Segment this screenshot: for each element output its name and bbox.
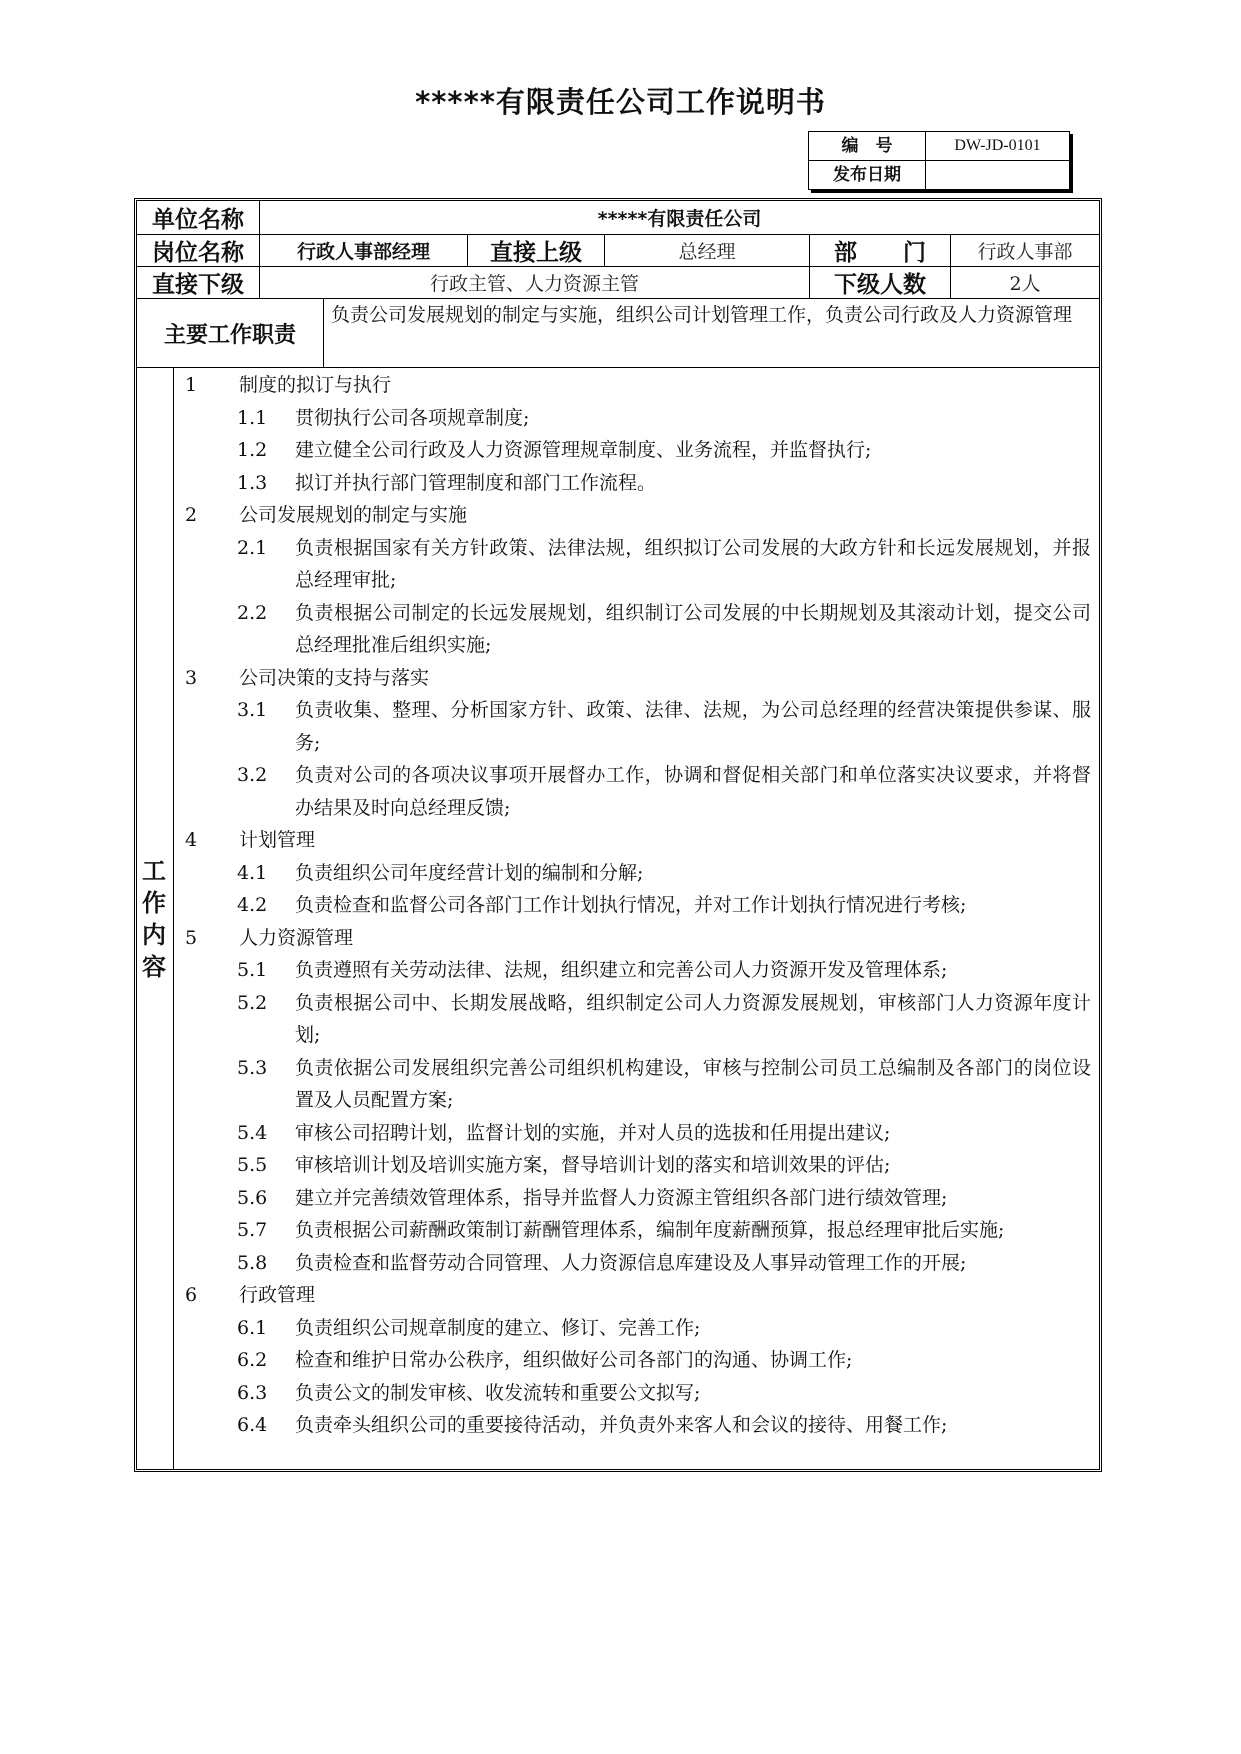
content-label-char: 容 bbox=[142, 953, 166, 981]
date-value bbox=[926, 161, 1069, 189]
content-label-char: 内 bbox=[142, 921, 166, 949]
item-text: 贯彻执行公司各项规章制度; bbox=[295, 406, 530, 429]
list-item bbox=[177, 434, 1091, 467]
item-text: 审核公司招聘计划，监督计划的实施，并对人员的选拔和任用提出建议; bbox=[295, 1121, 891, 1144]
section-number: 5 bbox=[185, 926, 198, 949]
item-number: 6.3 bbox=[237, 1381, 268, 1404]
list-item bbox=[177, 467, 1091, 500]
list-item bbox=[177, 1149, 1091, 1182]
item-text: 负责收集、整理、分析国家方针、政策、法律、法规，为公司总经理的经营决策提供参谋、服务; bbox=[295, 699, 1091, 754]
item-number: 6.4 bbox=[237, 1414, 268, 1436]
content-label-char: 工 bbox=[142, 857, 166, 885]
section-number: 4 bbox=[185, 829, 198, 851]
list-item bbox=[177, 1182, 1091, 1215]
item-number: 5.2 bbox=[237, 991, 268, 1014]
section-title: 人力资源管理 bbox=[239, 926, 354, 949]
section-number: 3 bbox=[185, 666, 198, 689]
code-row bbox=[809, 132, 1069, 161]
unit-value: *****有限责任公司 bbox=[597, 208, 762, 230]
section-number: 1 bbox=[185, 374, 198, 396]
item-text: 负责根据公司制定的长远发展规划，组织制订公司发展的中长期规划及其滚动计划，提交公司总经理批准后组织实施; bbox=[295, 601, 1091, 656]
section-title: 计划管理 bbox=[239, 829, 316, 851]
list-item bbox=[177, 759, 1091, 824]
list-item bbox=[177, 1117, 1091, 1150]
item-number: 5.4 bbox=[237, 1121, 268, 1144]
date-row bbox=[809, 161, 1069, 189]
item-text: 审核培训计划及培训实施方案，督导培训计划的落实和培训效果的评估; bbox=[295, 1154, 891, 1176]
list-item bbox=[177, 889, 1091, 922]
item-number: 1.1 bbox=[237, 406, 268, 429]
item-number: 4.2 bbox=[237, 894, 268, 916]
list-item bbox=[177, 532, 1091, 597]
section-heading bbox=[177, 824, 1091, 857]
job-description-form bbox=[134, 198, 1102, 1472]
superior-label: 直接上级 bbox=[490, 240, 582, 266]
section-heading bbox=[177, 1279, 1091, 1312]
item-text: 负责组织公司年度经营计划的编制和分解; bbox=[295, 861, 644, 884]
item-text: 建立健全公司行政及人力资源管理规章制度、业务流程，并监督执行; bbox=[295, 439, 872, 461]
sub-count-value: 2人 bbox=[1009, 273, 1041, 295]
section-title: 公司决策的支持与落实 bbox=[239, 666, 430, 689]
section-number: 6 bbox=[185, 1284, 198, 1306]
item-text: 负责根据国家有关方针政策、法律法规，组织拟订公司发展的大政方针和长远发展规划，并报总经理审批; bbox=[295, 536, 1091, 591]
item-text: 负责遵照有关劳动法律、法规，组织建立和完善公司人力资源开发及管理体系; bbox=[295, 959, 948, 981]
item-number: 5.5 bbox=[237, 1154, 268, 1176]
item-number: 4.1 bbox=[237, 861, 268, 884]
content-label-char: 作 bbox=[142, 889, 166, 917]
list-item bbox=[177, 857, 1091, 890]
section-heading bbox=[177, 922, 1091, 955]
unit-label: 单位名称 bbox=[152, 207, 244, 233]
sub-count-label: 下级人数 bbox=[834, 272, 926, 298]
list-item bbox=[177, 1344, 1091, 1377]
section-heading bbox=[177, 369, 1091, 402]
item-number: 2.1 bbox=[237, 536, 268, 559]
item-number: 5.8 bbox=[237, 1251, 268, 1274]
item-number: 5.7 bbox=[237, 1219, 268, 1241]
code-date-box bbox=[808, 131, 1070, 190]
list-item bbox=[177, 1409, 1091, 1442]
item-number: 1.2 bbox=[237, 439, 268, 461]
section-number: 2 bbox=[185, 504, 198, 526]
code-value: DW-JD-0101 bbox=[954, 137, 1041, 154]
list-item bbox=[177, 1377, 1091, 1410]
item-number: 6.2 bbox=[237, 1349, 268, 1371]
document-title: *****有限责任公司工作说明书 bbox=[415, 85, 826, 119]
item-text: 负责检查和监督公司各部门工作计划执行情况，并对工作计划执行情况进行考核; bbox=[295, 894, 967, 916]
section-title: 行政管理 bbox=[239, 1284, 316, 1306]
item-text: 负责对公司的各项决议事项开展督办工作，协调和督促相关部门和单位落实决议要求，并将督办结果及时向总经理反馈; bbox=[295, 764, 1091, 819]
list-item bbox=[177, 1247, 1091, 1280]
duty-label: 主要工作职责 bbox=[163, 322, 296, 348]
item-text: 负责检查和监督劳动合同管理、人力资源信息库建设及人事异动管理工作的开展; bbox=[295, 1251, 967, 1274]
position-label: 岗位名称 bbox=[152, 240, 244, 266]
content-label bbox=[137, 369, 171, 1469]
section-heading bbox=[177, 662, 1091, 695]
item-number: 1.3 bbox=[237, 471, 268, 494]
section-title: 制度的拟订与执行 bbox=[239, 374, 392, 396]
item-text: 负责组织公司规章制度的建立、修订、完善工作; bbox=[295, 1316, 701, 1339]
subordinate-value: 行政主管、人力资源主管 bbox=[429, 273, 639, 295]
item-text: 检查和维护日常办公秩序，组织做好公司各部门的沟通、协调工作; bbox=[295, 1349, 853, 1371]
list-item bbox=[177, 1052, 1091, 1117]
list-item bbox=[177, 402, 1091, 435]
dept-value: 行政人事部 bbox=[977, 241, 1073, 263]
list-item bbox=[177, 1214, 1091, 1247]
work-content bbox=[177, 369, 1091, 1442]
superior-value: 总经理 bbox=[678, 241, 736, 263]
list-item bbox=[177, 987, 1091, 1052]
code-label: 编 号 bbox=[809, 132, 926, 160]
item-number: 3.1 bbox=[237, 699, 268, 721]
item-number: 5.3 bbox=[237, 1056, 268, 1079]
item-number: 5.1 bbox=[237, 959, 268, 981]
item-text: 负责根据公司薪酬政策制订薪酬管理体系，编制年度薪酬预算，报总经理审批后实施; bbox=[295, 1219, 1005, 1241]
item-text: 负责牵头组织公司的重要接待活动，并负责外来客人和会议的接待、用餐工作; bbox=[295, 1414, 948, 1436]
list-item bbox=[177, 694, 1091, 759]
list-item bbox=[177, 954, 1091, 987]
item-number: 5.6 bbox=[237, 1186, 268, 1209]
section-title: 公司发展规划的制定与实施 bbox=[239, 504, 468, 526]
dept-label: 部 门 bbox=[834, 240, 926, 266]
item-number: 6.1 bbox=[237, 1316, 268, 1339]
item-text: 拟订并执行部门管理制度和部门工作流程。 bbox=[295, 471, 657, 494]
item-text: 负责根据公司中、长期发展战略，组织制定公司人力资源发展规划，审核部门人力资源年度计划; bbox=[295, 991, 1091, 1046]
item-text: 建立并完善绩效管理体系，指导并监督人力资源主管组织各部门进行绩效管理; bbox=[295, 1186, 948, 1209]
item-number: 2.2 bbox=[237, 601, 268, 624]
item-number: 3.2 bbox=[237, 764, 268, 786]
position-value: 行政人事部经理 bbox=[296, 241, 430, 263]
item-text: 负责依据公司发展组织完善公司组织机构建设，审核与控制公司员工总编制及各部门的岗位设置及人员配置方案; bbox=[295, 1056, 1091, 1111]
section-heading bbox=[177, 499, 1091, 532]
duty-value: 负责公司发展规划的制定与实施，组织公司计划管理工作，负责公司行政及人力资源管理 bbox=[331, 304, 1073, 326]
date-label: 发布日期 bbox=[809, 161, 926, 189]
list-item bbox=[177, 1312, 1091, 1345]
subordinate-label: 直接下级 bbox=[152, 272, 244, 298]
list-item bbox=[177, 597, 1091, 662]
item-text: 负责公文的制发审核、收发流转和重要公文拟写; bbox=[295, 1381, 701, 1404]
